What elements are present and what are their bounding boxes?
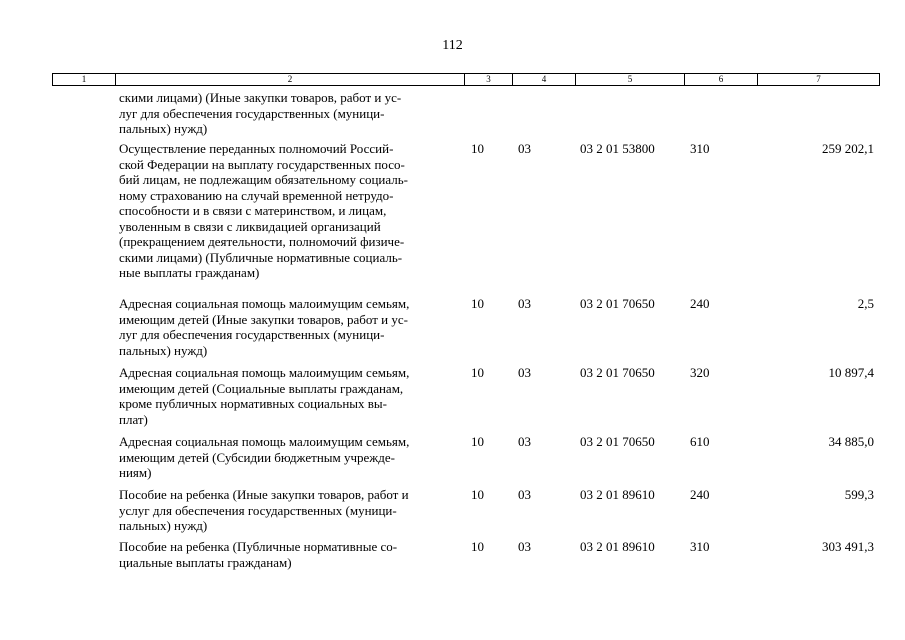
description-line: имеющим детей (Иные закупки товаров, работ и ус- bbox=[119, 311, 408, 327]
description-line: услуг для обеспечения государственных (муници- bbox=[119, 502, 397, 518]
description-line: пальных) нужд) bbox=[119, 342, 208, 358]
row-description bbox=[119, 296, 461, 358]
header-col-5: 5 bbox=[576, 74, 685, 85]
header-col-6: 6 bbox=[685, 74, 758, 85]
row-type: 240 bbox=[690, 487, 710, 502]
row-section: 10 bbox=[471, 434, 484, 449]
row-type: 320 bbox=[690, 365, 710, 380]
row-section: 10 bbox=[471, 141, 484, 156]
row-code: 03 2 01 70650 bbox=[580, 434, 655, 449]
description-line: ные выплаты гражданам) bbox=[119, 265, 260, 280]
description-line: луг для обеспечения государственных (муници- bbox=[119, 327, 385, 342]
description-line: скими лицами) (Иные закупки товаров, работ и ус- bbox=[119, 90, 402, 105]
row-amount: 303 491,3 bbox=[822, 539, 874, 554]
row-amount: 2,5 bbox=[857, 296, 874, 311]
row-subsection: 03 bbox=[518, 296, 531, 311]
description-line: уволенным в связи с ликвидацией организаций bbox=[119, 218, 381, 234]
row-section: 10 bbox=[471, 539, 484, 554]
row-subsection: 03 bbox=[518, 141, 531, 156]
row-type: 240 bbox=[690, 296, 710, 311]
row-description bbox=[119, 539, 461, 570]
row-code: 03 2 01 70650 bbox=[580, 296, 655, 311]
row-code: 03 2 01 70650 bbox=[580, 365, 655, 380]
row-description bbox=[119, 434, 461, 481]
header-col-1: 1 bbox=[53, 74, 116, 85]
description-line: ному страхованию на случай временной нетрудо- bbox=[119, 187, 394, 203]
row-subsection: 03 bbox=[518, 434, 531, 449]
description-line: Осуществление переданных полномочий Россий- bbox=[119, 141, 394, 156]
header-col-2: 2 bbox=[116, 74, 465, 85]
row-type: 610 bbox=[690, 434, 710, 449]
row-subsection: 03 bbox=[518, 539, 531, 554]
description-line: бий лицам, не подлежащим обязательному социаль- bbox=[119, 172, 409, 187]
row-description bbox=[119, 487, 461, 534]
row-description bbox=[119, 90, 461, 137]
description-line: (прекращением деятельности, полномочий физиче- bbox=[119, 234, 405, 249]
header-col-7: 7 bbox=[816, 74, 821, 84]
description-line: Пособие на ребенка (Иные закупки товаров, работ и bbox=[119, 487, 409, 502]
description-line: имеющим детей (Социальные выплаты гражданам, bbox=[119, 380, 404, 396]
description-line: скими лицами) (Публичные нормативные социаль- bbox=[119, 249, 403, 265]
header-col-3: 3 bbox=[465, 74, 513, 85]
description-line: Пособие на ребенка (Публичные нормативные со- bbox=[119, 539, 398, 554]
description-line: пальных) нужд) bbox=[119, 121, 208, 136]
row-amount: 259 202,1 bbox=[822, 141, 874, 156]
description-line: луг для обеспечения государственных (муници- bbox=[119, 105, 385, 121]
row-subsection: 03 bbox=[518, 365, 531, 380]
description-line: циальные выплаты гражданам) bbox=[119, 554, 292, 570]
description-line: Адресная социальная помощь малоимущим семьям, bbox=[119, 434, 410, 449]
row-amount: 10 897,4 bbox=[828, 365, 874, 380]
description-line: кроме публичных нормативных социальных вы- bbox=[119, 396, 387, 411]
row-code: 03 2 01 89610 bbox=[580, 539, 655, 554]
row-code: 03 2 01 53800 bbox=[580, 141, 655, 156]
row-section: 10 bbox=[471, 487, 484, 502]
row-amount: 34 885,0 bbox=[828, 434, 874, 449]
row-section: 10 bbox=[471, 365, 484, 380]
row-section: 10 bbox=[471, 296, 484, 311]
description-line: ниям) bbox=[119, 465, 152, 480]
description-line: ской Федерации на выплату государственных посо- bbox=[119, 156, 405, 172]
row-type: 310 bbox=[690, 539, 710, 554]
row-type: 310 bbox=[690, 141, 710, 156]
row-subsection: 03 bbox=[518, 487, 531, 502]
row-code: 03 2 01 89610 bbox=[580, 487, 655, 502]
row-amount: 599,3 bbox=[844, 487, 874, 502]
description-line: Адресная социальная помощь малоимущим семьям, bbox=[119, 296, 410, 311]
description-line: пальных) нужд) bbox=[119, 518, 208, 533]
page-number: 112 bbox=[442, 38, 463, 53]
header-col-4: 4 bbox=[513, 74, 576, 85]
row-description bbox=[119, 365, 461, 427]
description-line: имеющим детей (Субсидии бюджетным учрежде- bbox=[119, 449, 395, 465]
description-line: плат) bbox=[119, 411, 148, 427]
description-line: способности и в связи с материнством, и лицам, bbox=[119, 203, 387, 218]
row-description bbox=[119, 141, 461, 281]
description-line: Адресная социальная помощь малоимущим семьям, bbox=[119, 365, 410, 380]
table-header bbox=[52, 73, 880, 86]
